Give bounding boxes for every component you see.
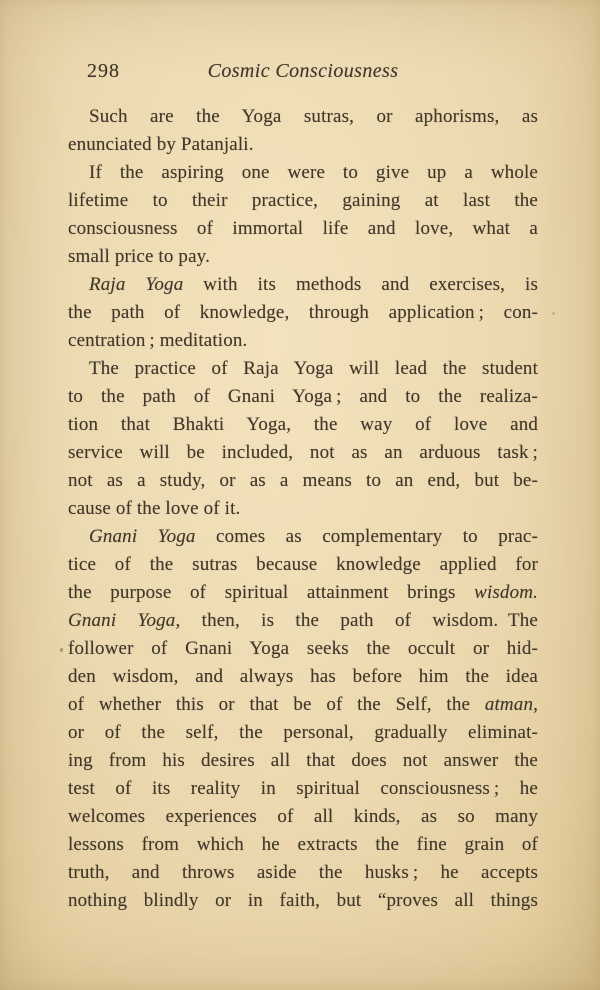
text-line <box>68 271 538 299</box>
text-segment: ing from his desires all that does not answer the <box>68 750 538 771</box>
paper-speck <box>60 648 63 652</box>
text-line <box>68 243 538 271</box>
text-segment: Such are the Yoga sutras, or aphorisms, as <box>89 106 538 127</box>
text-line <box>68 215 538 243</box>
text-line <box>68 327 538 355</box>
paper-speck <box>552 312 555 315</box>
text-segment: with its methods and exercises, is <box>183 274 538 295</box>
text-line <box>68 355 538 383</box>
text-line <box>68 299 538 327</box>
text-segment: tice of the sutras because knowledge applied for <box>68 554 538 575</box>
text-line <box>68 103 538 131</box>
text-segment: den wisdom, and always has before him the idea <box>68 666 538 687</box>
text-segment: the purpose of spiritual attainment brings <box>68 582 475 603</box>
text-line <box>68 775 538 803</box>
text-segment: not as a study, or as a means to an end, but be- <box>68 470 538 491</box>
italic-text-segment: Raja Yoga <box>89 274 184 295</box>
italic-text-segment: Gnani Yoga, <box>68 610 181 631</box>
text-line <box>68 187 538 215</box>
text-segment: of whether this or that be of the Self, the <box>68 694 485 715</box>
text-segment: enunciated by Patanjali. <box>68 134 254 155</box>
text-segment: then, is the path of wisdom. The <box>180 610 538 631</box>
paragraph <box>68 523 538 915</box>
text-segment: service will be included, not as an arduous task ; <box>68 442 538 463</box>
text-line <box>68 607 538 635</box>
text-line <box>68 523 538 551</box>
paragraph <box>68 271 538 355</box>
text-segment: small price to pay. <box>68 246 210 267</box>
text-segment: the path of knowledge, through application ; con- <box>68 302 538 323</box>
text-line <box>68 803 538 831</box>
text-segment: If the aspiring one were to give up a whole <box>89 162 538 183</box>
text-segment: lifetime to their practice, gaining at last the <box>68 190 538 211</box>
text-line <box>68 719 538 747</box>
page-text <box>68 103 538 915</box>
paragraph <box>68 159 538 271</box>
text-segment: cause of the love of it. <box>68 498 241 519</box>
text-segment: The practice of Raja Yoga will lead the student <box>89 358 538 379</box>
text-segment: nothing blindly or in faith, but “proves all things <box>68 890 538 911</box>
text-line <box>68 551 538 579</box>
text-line <box>68 663 538 691</box>
text-segment: to the path of Gnani Yoga ; and to the realiza- <box>68 386 538 407</box>
text-segment: comes as complementary to prac- <box>195 526 538 547</box>
text-segment: centration ; meditation. <box>68 330 248 351</box>
text-line <box>68 887 538 915</box>
italic-text-segment: Gnani Yoga <box>89 526 196 547</box>
text-line <box>68 495 538 523</box>
text-line <box>68 439 538 467</box>
paragraph <box>68 355 538 523</box>
text-segment: lessons from which he extracts the fine grain of <box>68 834 538 855</box>
running-title: Cosmic Consciousness <box>207 60 399 82</box>
text-segment: test of its reality in spiritual consciousness ; he <box>68 778 538 799</box>
text-line <box>68 747 538 775</box>
text-segment: or of the self, the personal, gradually eliminat- <box>68 722 538 743</box>
text-line <box>68 159 538 187</box>
text-line <box>68 831 538 859</box>
text-segment: consciousness of immortal life and love, what a <box>68 218 538 239</box>
page-header <box>68 57 538 85</box>
text-segment: welcomes experiences of all kinds, as so many <box>68 806 538 827</box>
text-segment: truth, and throws aside the husks ; he accepts <box>68 862 538 883</box>
page-number: 298 <box>87 60 120 82</box>
text-line <box>68 131 538 159</box>
text-line <box>68 691 538 719</box>
italic-text-segment: atman, <box>484 694 538 715</box>
paragraph <box>68 103 538 159</box>
text-segment: follower of Gnani Yoga seeks the occult or hid- <box>68 638 538 659</box>
text-segment: tion that Bhakti Yoga, the way of love and <box>68 414 538 435</box>
text-line <box>68 859 538 887</box>
text-line <box>68 635 538 663</box>
text-line <box>68 579 538 607</box>
text-line <box>68 411 538 439</box>
italic-text-segment: wisdom. <box>474 582 538 603</box>
text-line <box>68 383 538 411</box>
text-line <box>68 467 538 495</box>
